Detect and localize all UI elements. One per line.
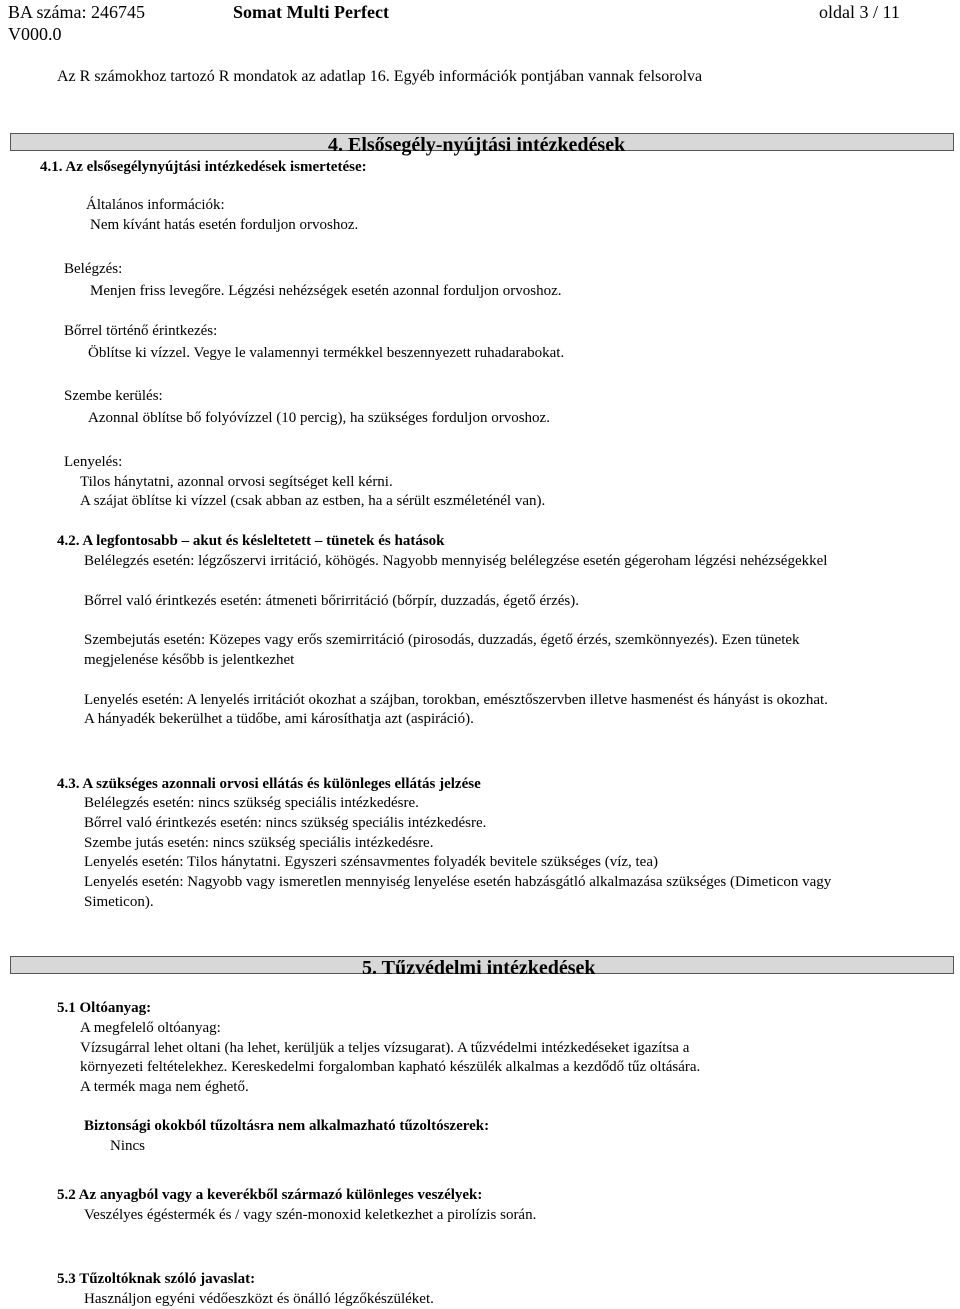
section4-title: 4. Elsősegély-nyújtási intézkedések <box>328 134 626 156</box>
intro-note: Az R számokhoz tartozó R mondatok az adatlap 16. Egyéb információk pontjában vannak felsorolva <box>57 68 703 85</box>
ingestion-text-2: A szájat öblítse ki vízzel (csak abban az estben, ha a sérült eszméleténél van). <box>80 493 546 509</box>
s53-heading: 5.3 Tűzoltóknak szóló javaslat: <box>57 1271 256 1287</box>
s42-eye-1: Szembejutás esetén: Közepes vagy erős szemirritáció (pirosodás, duzzadás, égető érzés, szemkönnyezés). Ezen tünetek <box>84 632 800 648</box>
s42-ingestion-1: Lenyelés esetén: A lenyelés irritációt okozhat a szájban, torokban, emésztőszervben illetve hasmenést és hányást is okozhat. <box>84 692 828 708</box>
s42-inhalation: Belélegzés esetén: légzőszervi irritáció, köhögés. Nagyobb mennyiség belélegzése esetén gégeroham légzési nehézségekkel <box>84 553 828 569</box>
unsuitable-heading: Biztonsági okokból tűzoltásra nem alkalmazható tűzoltószerek: <box>84 1118 490 1134</box>
s51-label: A megfelelő oltóanyag: <box>80 1020 221 1036</box>
section5-title: 5. Tűzvédelmi intézkedések <box>362 957 596 979</box>
s51-text-2: környezeti feltételekhez. Kereskedelmi forgalomban kapható készülék alkalmas a kezdődő tűz oltására. <box>80 1059 701 1075</box>
s42-ingestion-2: A hányadék bekerülhet a tüdőbe, ami károsíthatja azt (aspiráció). <box>84 711 474 727</box>
s43-line-1: Belélegzés esetén: nincs szükség speciális intézkedésre. <box>84 795 419 811</box>
skin-label: Bőrrel történő érintkezés: <box>64 323 218 339</box>
eye-label: Szembe kerülés: <box>64 388 163 404</box>
general-text: Nem kívánt hatás esetén forduljon orvoshoz. <box>90 217 359 233</box>
s51-text-3: A termék maga nem éghető. <box>80 1079 249 1095</box>
s42-eye-2: megjelenése később is jelentkezhet <box>84 652 295 668</box>
eye-text: Azonnal öblítse bő folyóvízzel (10 percig), ha szükséges forduljon orvoshoz. <box>88 410 550 426</box>
page-number: oldal 3 / 11 <box>819 2 900 22</box>
s51-text-1: Vízsugárral lehet oltani (ha lehet, kerüljük a teljes vízsugarat). A tűzvédelmi intézkedéseket igazítsa a <box>80 1040 690 1056</box>
s41-heading: 4.1. Az elsősegélynyújtási intézkedések ismertetése: <box>40 159 367 175</box>
s51-heading: 5.1 Oltóanyag: <box>57 1000 152 1016</box>
s42-skin: Bőrrel való érintkezés esetén: átmeneti bőrirritáció (bőrpír, duzzadás, égető érzés). <box>84 593 580 609</box>
s43-line-6: Simeticon). <box>84 894 154 910</box>
inhalation-text: Menjen friss levegőre. Légzési nehézségek esetén azonnal forduljon orvoshoz. <box>90 283 562 299</box>
ingestion-text-1: Tilos hánytatni, azonnal orvosi segítséget kell kérni. <box>80 474 393 490</box>
s43-line-2: Bőrrel való érintkezés esetén: nincs szükség speciális intézkedésre. <box>84 815 487 831</box>
version: V000.0 <box>8 24 62 44</box>
s43-heading: 4.3. A szükséges azonnali orvosi ellátás és különleges ellátás jelzése <box>57 776 481 792</box>
s52-heading: 5.2 Az anyagból vagy a keverékből származó különleges veszélyek: <box>57 1187 483 1203</box>
s43-line-3: Szembe jutás esetén: nincs szükség speciális intézkedésre. <box>84 835 434 851</box>
unsuitable-value: Nincs <box>110 1138 145 1154</box>
ingestion-label: Lenyelés: <box>64 454 123 470</box>
product-name: Somat Multi Perfect <box>233 2 389 22</box>
skin-text: Öblítse ki vízzel. Vegye le valamennyi termékkel beszennyezett ruhadarabokat. <box>88 345 565 361</box>
inhalation-label: Belégzés: <box>64 261 123 277</box>
s52-text: Veszélyes égéstermék és / vagy szén-monoxid keletkezhet a pirolízis során. <box>84 1207 537 1223</box>
ba-number: BA száma: 246745 <box>8 2 145 22</box>
s53-text: Használjon egyéni védőeszközt és önálló légzőkészüléket. <box>84 1291 434 1307</box>
s43-line-5: Lenyelés esetén: Nagyobb vagy ismeretlen mennyiség lenyelése esetén habzásgátló alkalmazása szükséges (Dimeticon vagy <box>84 874 832 890</box>
s42-heading: 4.2. A legfontosabb – akut és késleltetett – tünetek és hatások <box>57 533 445 549</box>
s43-line-4: Lenyelés esetén: Tilos hánytatni. Egyszeri szénsavmentes folyadék bevitele szükséges (víz, tea) <box>84 854 658 870</box>
general-label: Általános információk: <box>86 197 225 213</box>
